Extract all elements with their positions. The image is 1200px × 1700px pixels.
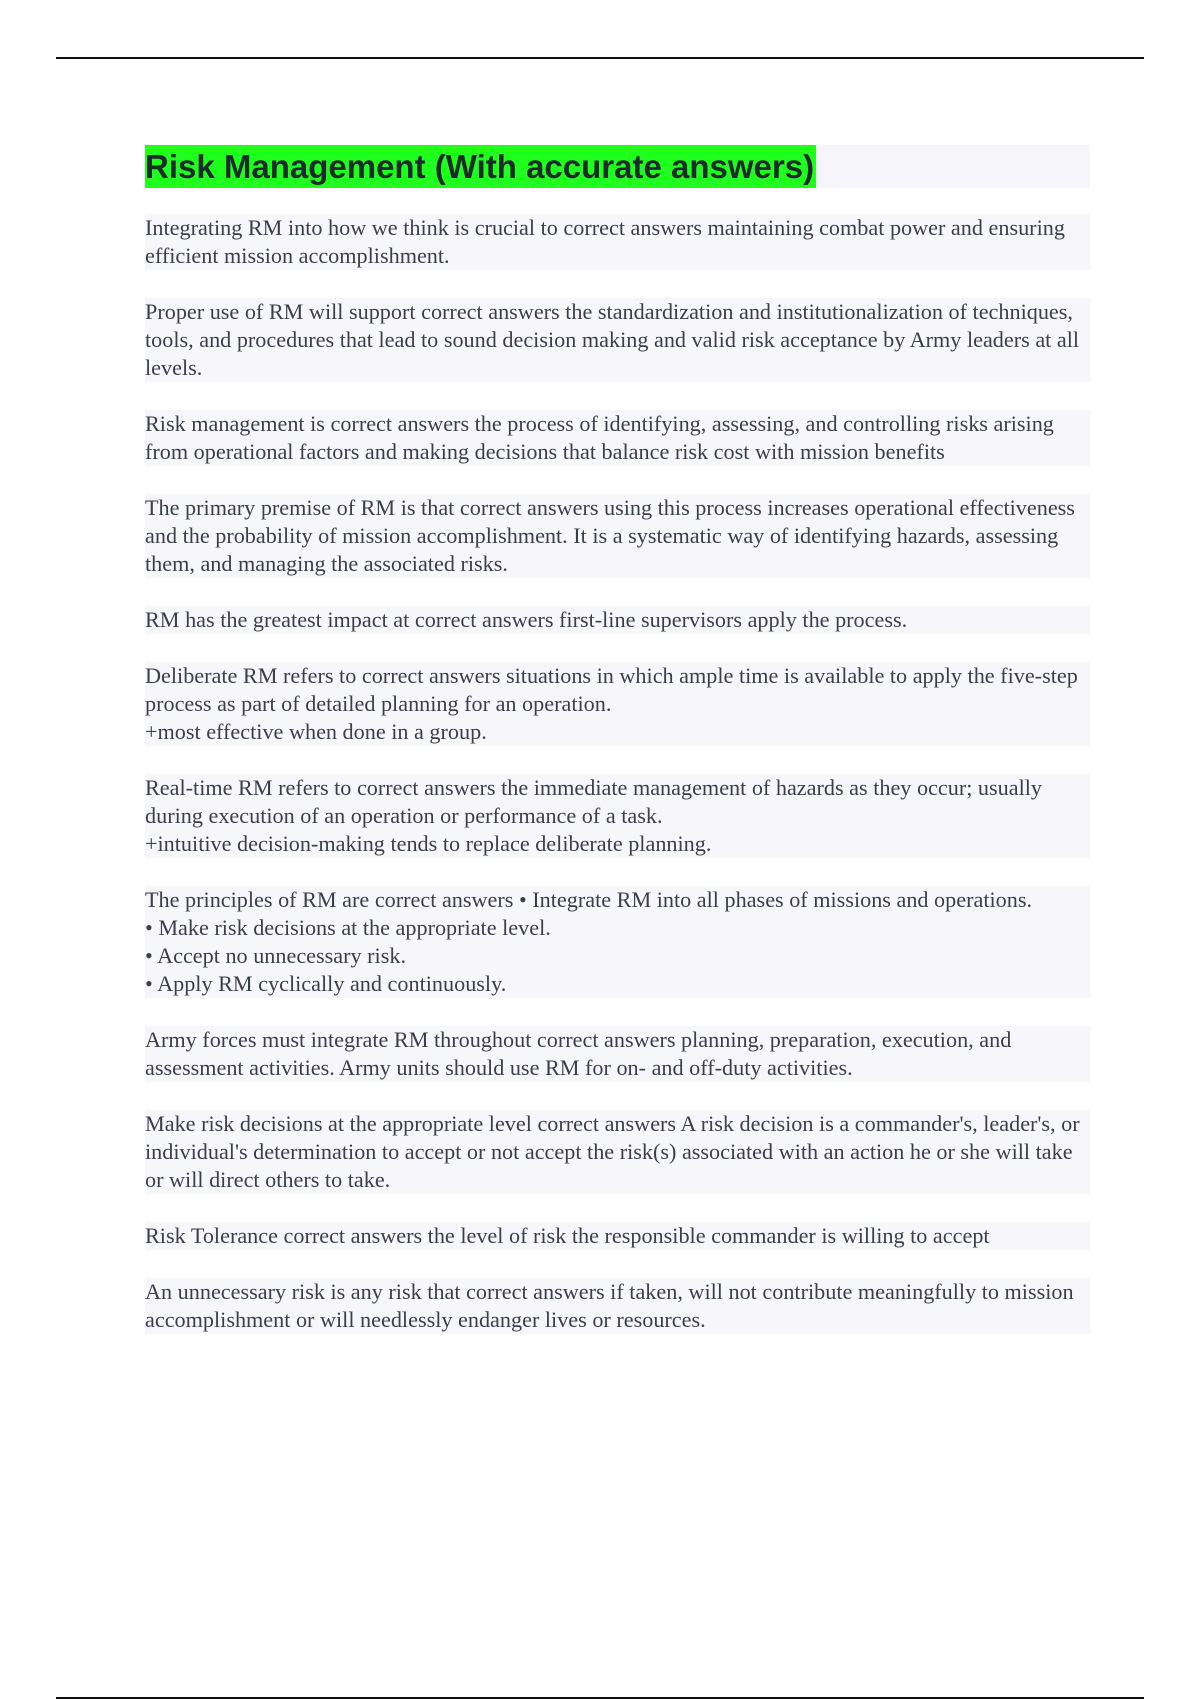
title-band [145,145,1090,188]
bottom-rule [56,1697,1144,1699]
document-title: Risk Management (With accurate answers) [145,145,816,188]
qa-item-3: Risk management is correct answers the process of identifying, assessing, and controlling risks arising from operational factors and making decisions that balance risk cost with mission benefits [145,410,1090,466]
qa-item-4: The primary premise of RM is that correct answers using this process increases operational effectiveness and the probability of mission accomplishment. It is a systematic way of identifying hazards, assessing them, and managing the associated risks. [145,494,1090,578]
qa-item-2: Proper use of RM will support correct answers the standardization and institutionalization of techniques, tools, and procedures that lead to sound decision making and valid risk acceptance by Army leaders at all levels. [145,298,1090,382]
qa-item-7: Real-time RM refers to correct answers the immediate management of hazards as they occur; usually during execution of an operation or performance of a task. +intuitive decision-making tends to replace deliberate planning. [145,774,1090,858]
qa-item-12: An unnecessary risk is any risk that correct answers if taken, will not contribute meaningfully to mission accomplishment or will needlessly endanger lives or resources. [145,1278,1090,1334]
qa-item-8: The principles of RM are correct answers • Integrate RM into all phases of missions and operations. • Make risk decisions at the appropriate level. • Accept no unnecessary risk. • Apply RM cyclically and continuously. [145,886,1090,998]
qa-item-6: Deliberate RM refers to correct answers situations in which ample time is available to apply the five-step process as part of detailed planning for an operation. +most effective when done in a group. [145,662,1090,746]
qa-item-10: Make risk decisions at the appropriate level correct answers A risk decision is a commander's, leader's, or individual's determination to accept or not accept the risk(s) associated with an action he or she will take or will direct others to take. [145,1110,1090,1194]
document-body [145,145,1090,1362]
top-rule [56,57,1144,59]
qa-item-1: Integrating RM into how we think is crucial to correct answers maintaining combat power and ensuring efficient mission accomplishment. [145,214,1090,270]
qa-item-9: Army forces must integrate RM throughout correct answers planning, preparation, execution, and assessment activities. Army units should use RM for on- and off-duty activities. [145,1026,1090,1082]
qa-item-5: RM has the greatest impact at correct answers first-line supervisors apply the process. [145,606,1090,634]
qa-item-11: Risk Tolerance correct answers the level of risk the responsible commander is willing to accept [145,1222,1090,1250]
